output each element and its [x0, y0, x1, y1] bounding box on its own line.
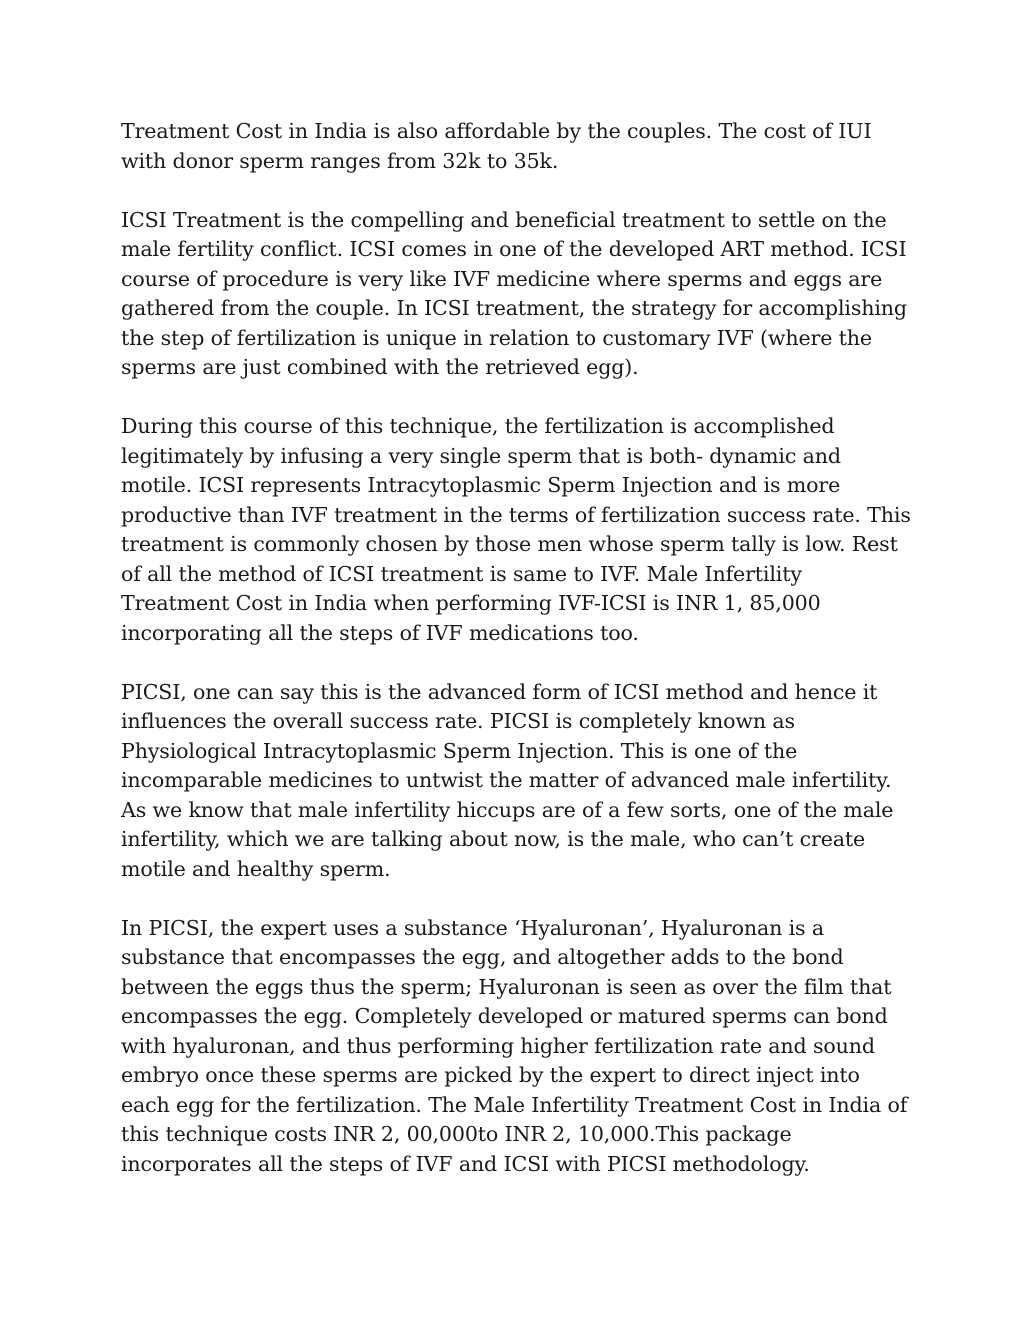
document-body — [121, 117, 911, 1209]
paragraph-picsi-hyaluronan: In PICSI, the expert uses a substance ‘Hyaluronan’, Hyaluronan is a substance that encompasses the egg, and altogether adds to the bond between the eggs thus the sperm; Hyaluronan is seen as over the film that encompasses the egg. Completely developed or matured sperms can bond with hyaluronan, and thus performing higher fertilization rate and sound embryo once these sperms are picked by the expert to direct inject into each egg for the fertilization. The Male Infertility Treatment Cost in India of this technique costs INR 2, 00,000to INR 2, 10,000.This package incorporates all the steps of IVF and ICSI with PICSI methodology. — [121, 915, 908, 1176]
paragraph-picsi-overview: PICSI, one can say this is the advanced form of ICSI method and hence it influences the overall success rate. PICSI is completely known as Physiological Intracytoplasmic Sperm Injection. This is one of the incomparable medicines to untwist the matter of advanced male infertility. As we know that male infertility hiccups are of a few sorts, one of the male infertility, which we are talking about now, is the male, who can’t create motile and healthy sperm. — [121, 679, 894, 881]
paragraph-icsi-treatment: ICSI Treatment is the compelling and beneficial treatment to settle on the male fertility conflict. ICSI comes in one of the developed ART method. ICSI course of procedure is very like IVF medicine where sperms and eggs are gathered from the couple. In ICSI treatment, the strategy for accomplishing the step of fertilization is unique in relation to customary IVF (where the sperms are just combined with the retrieved egg). — [121, 207, 907, 379]
paragraph-icsi-technique: During this course of this technique, the fertilization is accomplished legitimately by infusing a very single sperm that is both- dynamic and motile. ICSI represents Intracytoplasmic Sperm Injection and is more productive than IVF treatment in the terms of fertilization success rate. This treatment is commonly chosen by those men whose sperm tally is low. Rest of all the method of ICSI treatment is same to IVF. Male Infertility Treatment Cost in India when performing IVF-ICSI is INR 1, 85,000 incorporating all the steps of IVF medications too. — [121, 414, 911, 645]
paragraph-iui-cost: Treatment Cost in India is also affordable by the couples. The cost of IUI with donor sperm ranges from 32k to 35k. — [121, 119, 872, 173]
